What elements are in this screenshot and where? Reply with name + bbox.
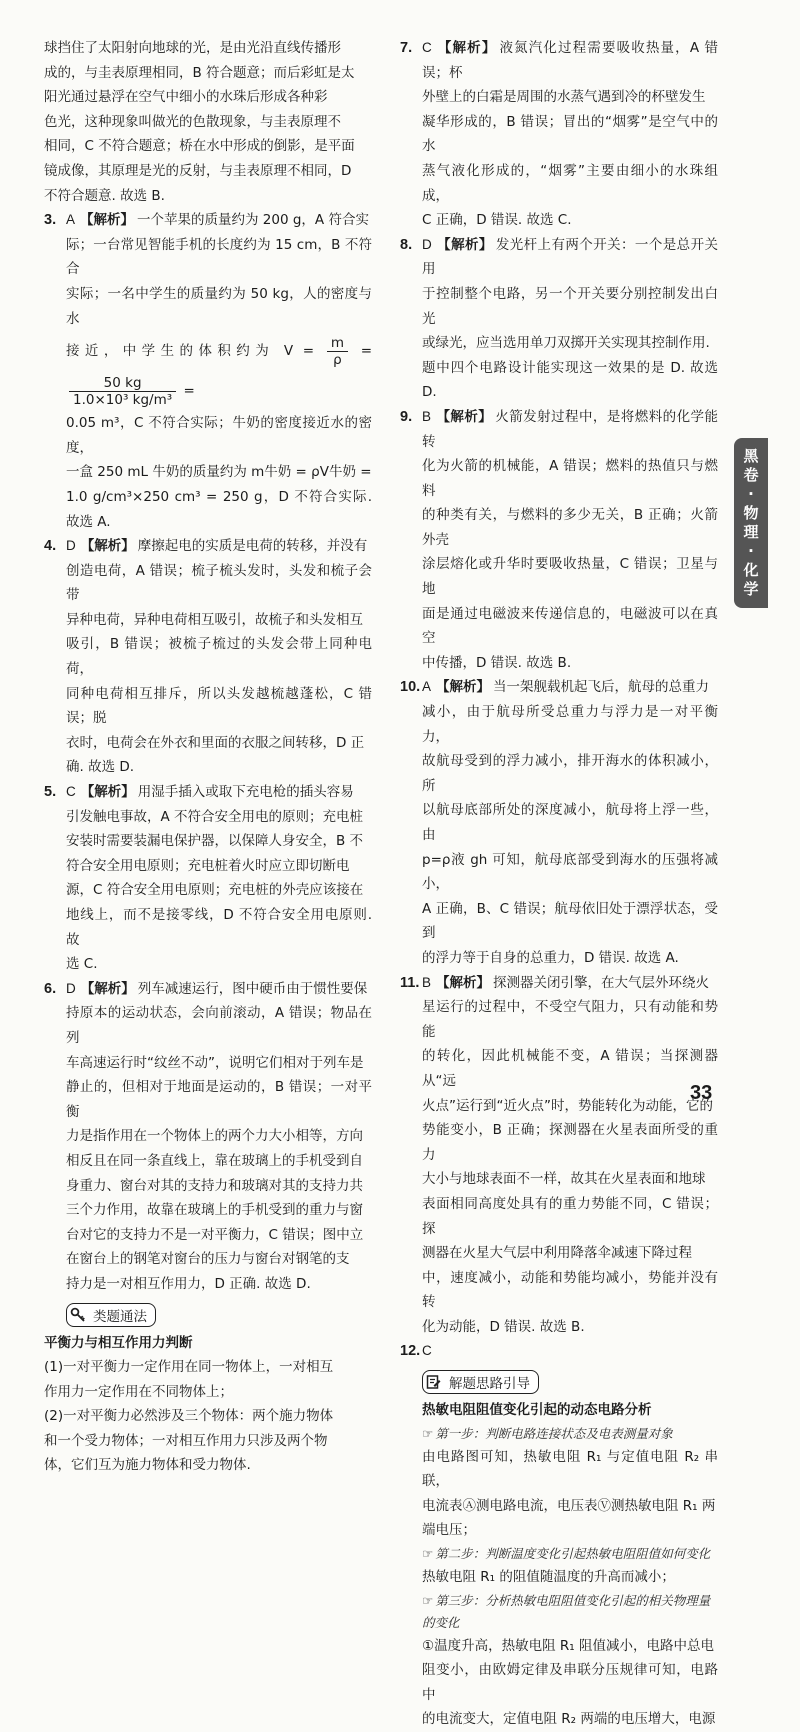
- text-line: 吸引，B 错误；被梳子梳过的头发会带上同种电荷，: [66, 636, 372, 678]
- text-line: 成的，与圭表原理相同，B 符合题意；而后彩虹是太: [44, 64, 355, 81]
- tip-heading: 平衡力与相互作用力判断: [44, 1334, 193, 1351]
- equals: =: [360, 343, 372, 360]
- answer-letter: A: [66, 212, 76, 228]
- guide-step-1: [400, 1423, 718, 1445]
- question-5: [44, 780, 372, 977]
- text-line: 相反且在同一条直线上，靠在玻璃上的手机受到自: [66, 1152, 363, 1169]
- page-number: 33: [690, 1082, 713, 1104]
- side-tab-char: ·: [748, 542, 754, 560]
- left-column: [44, 36, 372, 1478]
- question-6: [44, 977, 372, 1297]
- text-line: (2)一对平衡力必然涉及三个物体：两个施力物体: [44, 1408, 334, 1425]
- text-line: 符合安全用电原则；充电桩着火时应立即切断电: [66, 857, 350, 874]
- text-line: 引发触电事故，A 不符合安全用电的原则；充电桩: [66, 808, 364, 825]
- text-line: 火点”运行到“近火点”时，势能转化为动能，它的: [422, 1097, 713, 1114]
- text-line: 蒸气液化形成的，“烟雾”主要由细小的水珠组成，: [422, 162, 718, 204]
- question-number: 8.: [400, 236, 413, 253]
- question-10: [400, 675, 718, 970]
- text-line: 端电压；: [422, 1522, 476, 1539]
- side-tab-char: 卷: [743, 466, 759, 484]
- text-line: 的电流变大，定值电阻 R₂ 两端的电压增大，电源: [422, 1711, 716, 1728]
- text-line: 势能变小，B 正确；探测器在火星表面所受的重力: [422, 1122, 718, 1163]
- text-line: 确. 故选 D.: [66, 759, 135, 776]
- text-line: 热敏电阻 R₁ 的阻值随温度的升高而减小；: [422, 1569, 675, 1586]
- text-line: 测器在火星大气层中利用降落伞减速下降过程: [422, 1245, 692, 1262]
- text-line: 星运行的过程中，不受空气阻力，只有动能和势能: [422, 999, 718, 1040]
- step-label: 第三步：分析热敏电阻阻值变化引起的相关物理量的变化: [422, 1592, 711, 1630]
- fraction-values: [69, 375, 176, 408]
- analysis-tag: 【解析】: [436, 408, 493, 425]
- text-line: 车高速运行时“纹丝不动”，说明它们相对于列车是: [66, 1054, 364, 1071]
- answer-letter: D: [66, 980, 76, 996]
- question-3: [44, 208, 372, 534]
- pointing-hand-icon: ☞: [422, 1546, 434, 1562]
- text-line: 异种电荷，异种电荷相互吸引，故梳子和头发相互: [66, 611, 363, 628]
- text-line: 化为火箭的机械能，A 错误；燃料的热值只与燃料: [422, 458, 718, 499]
- answer-letter: D: [422, 236, 432, 252]
- denominator: 1.0×10³ kg/m³: [73, 391, 173, 408]
- pencil-note-icon: [423, 1371, 445, 1393]
- text-line: 持原本的运动状态，会向前滚动，A 错误；物品在列: [66, 1005, 372, 1046]
- step-label: 第二步：判断温度变化引起热敏电阻阻值如何变化: [435, 1546, 711, 1562]
- text-line: 大小与地球表面不一样，故其在火星表面和地球: [422, 1171, 706, 1188]
- fraction-m-over-rho: [327, 335, 348, 368]
- answer-letter: C: [66, 784, 76, 800]
- tip-title-box: [66, 1303, 156, 1327]
- analysis-tag: 【解析】: [436, 40, 497, 56]
- tip-body: [44, 1355, 372, 1478]
- text-line: 静止的，但相对于地面是运动的，B 错误；一对平衡: [66, 1079, 372, 1120]
- key-icon: [67, 1304, 89, 1326]
- equation-prefix: 接近，中学生的体积约为 V =: [66, 343, 315, 360]
- question-number: 4.: [44, 538, 57, 555]
- text-line: 不符合题意. 故选 B.: [44, 187, 165, 204]
- answer-letter: D: [66, 538, 76, 554]
- question-number: 6.: [44, 980, 57, 997]
- question-number: 12.: [400, 1343, 421, 1360]
- question-8: [400, 233, 718, 405]
- text-line: 的浮力等于自身的总重力，D 错误. 故选 A.: [422, 949, 679, 966]
- answer-letter: C: [422, 1343, 432, 1359]
- text-line: 同种电荷相互排斥，所以头发越梳越蓬松，C 错误；脱: [66, 685, 372, 727]
- text-line: 化为动能，D 错误. 故选 B.: [422, 1318, 585, 1335]
- text-line: ①温度升高，热敏电阻 R₁ 阻值减小，电路中总电: [422, 1637, 714, 1654]
- text-line: 外壁上的白霜是周围的水蒸气遇到冷的杯壁发生: [422, 89, 706, 106]
- denominator: ρ: [333, 351, 342, 368]
- guide-step-1-body: [400, 1445, 718, 1543]
- text-line: 地线上，而不是接零线，D 不符合安全用电原则. 故: [66, 907, 372, 948]
- text-line: 的种类有关，与燃料的多少无关，B 正确；火箭外壳: [422, 507, 718, 548]
- text-line: 力是指作用在一个物体上的两个力大小相等，方向: [66, 1128, 363, 1145]
- answer-letter: B: [422, 408, 432, 424]
- text-line: 际；一台常见智能手机的长度约为 15 cm，B 不符合: [66, 236, 372, 278]
- question-7: [400, 36, 718, 233]
- question-number: 9.: [400, 408, 413, 425]
- text-line: 球挡住了太阳射向地球的光，是由光沿直线传播形: [44, 40, 341, 56]
- text-line: 创造电荷，A 错误；梳子梳头发时，头发和梳子会带: [66, 562, 372, 604]
- text-line: 减小，由于航母所受总重力与浮力是一对平衡力，: [422, 704, 718, 745]
- text-line: 由电路图可知，热敏电阻 R₁ 与定值电阻 R₂ 串联，: [422, 1448, 718, 1490]
- right-column: [400, 36, 718, 1732]
- text-line: 液氮汽化过程需要吸收热量，A 错误；杯: [422, 40, 718, 81]
- step-label: 第一步：判断电路连接状态及电表测量对象: [435, 1425, 673, 1441]
- analysis-tag: 【解析】: [436, 679, 491, 696]
- question-9: [400, 405, 718, 676]
- side-section-tab: [734, 438, 768, 608]
- analysis-tag: 【解析】: [436, 974, 491, 991]
- analysis-tag: 【解析】: [80, 538, 135, 555]
- guide-step-3: [400, 1590, 718, 1634]
- text-line: 涂层熔化或升华时要吸收热量，C 错误；卫星与地: [422, 556, 718, 598]
- guide-step-2-body: [400, 1565, 718, 1590]
- side-tab-char: 黑: [743, 447, 759, 465]
- text-line: 摩擦起电的实质是电荷的转移，并没有: [137, 538, 368, 555]
- side-tab-char: 物: [743, 504, 759, 522]
- text-line: 凝华形成的，B 错误；冒出的“烟雾”是空气中的水: [422, 113, 718, 155]
- question-number: 10.: [400, 679, 421, 696]
- question-number: 3.: [44, 212, 57, 229]
- pointing-hand-icon: ☞: [422, 1425, 434, 1441]
- text-line: 和一个受力物体；一对相互作用力只涉及两个物: [44, 1432, 328, 1449]
- text-line: 的转化，因此机械能不变，A 错误；当探测器从“远: [422, 1048, 718, 1089]
- text-line: p=ρ液 gh 可知，航母底部受到海水的压强将减小，: [422, 851, 718, 893]
- text-line: 当一架舰载机起飞后，航母的总重力: [493, 679, 710, 696]
- side-tab-char: 学: [743, 580, 759, 598]
- text-line: 三个力作用，故靠在玻璃上的手机受到的重力与窗: [66, 1202, 363, 1219]
- text-line: 表面相同高度处具有的重力势能不同，C 错误；探: [422, 1195, 718, 1237]
- side-tab-char: 化: [743, 561, 759, 579]
- text-line: 阳光通过悬浮在空气中细小的水珠后形成各种彩: [44, 89, 328, 106]
- text-line: 于控制整个电路，另一个开关要分别控制发出白光: [422, 285, 718, 327]
- text-line: 火箭发射过程中，是将燃料的化学能转: [422, 408, 719, 450]
- text-line: 用湿手插入或取下充电枪的插头容易: [137, 784, 354, 801]
- answer-letter: C: [422, 40, 432, 55]
- text-line: (1)一对平衡力一定作用在同一物体上，一对相互: [44, 1359, 334, 1376]
- equals: =: [183, 383, 195, 400]
- text-line: C 正确，D 错误. 故选 C.: [422, 212, 572, 229]
- text-line: 实际；一名中学生的质量约为 50 kg，人的密度与水: [66, 285, 372, 327]
- text-line: 持力是一对相互作用力，D 正确. 故选 D.: [66, 1275, 311, 1292]
- guide-title: 解题思路引导: [449, 1376, 530, 1393]
- text-line: 在窗台上的钢笔对窗台的压力与窗台对钢笔的支: [66, 1251, 350, 1268]
- text-line: 台对它的支持力不是一对平衡力，C 错误；图中立: [66, 1226, 364, 1243]
- q2-continuation: [44, 36, 372, 208]
- text-line: 色光，这种现象叫做光的色散现象，与圭表原理不: [44, 113, 341, 130]
- text-line: 相同，C 不符合题意；桥在水中形成的倒影，是平面: [44, 138, 355, 155]
- text-line: 面是通过电磁波来传递信息的，电磁波可以在真空: [422, 605, 718, 647]
- tip-title: 类题通法: [93, 1308, 147, 1325]
- text-line: 身重力、窗台对其的支持力和玻璃对其的支持力共: [66, 1177, 363, 1194]
- text-line: 发光杆上有两个开关：一个是总开关用: [422, 236, 718, 278]
- answer-letter: A: [422, 679, 432, 695]
- text-line: 或绿光，应当选用单刀双掷开关实现其控制作用.: [422, 335, 710, 352]
- side-tab-char: 理: [743, 523, 759, 541]
- text-line: A 正确，B、C 错误；航母依旧处于漂浮状态，受到: [422, 900, 718, 942]
- text-line: 镜成像，其原理是光的反射，与圭表原理不相同，D: [44, 162, 352, 179]
- text-line: 列车减速运行，图中硬币由于惯性要保: [137, 980, 368, 997]
- question-11: [400, 971, 718, 1340]
- analysis-tag: 【解析】: [80, 212, 135, 229]
- volume-equation: [66, 331, 372, 411]
- question-number: 11.: [400, 974, 420, 991]
- text-line: 阻变小，由欧姆定律及串联分压规律可知，电路中: [422, 1662, 718, 1703]
- text-line: 1.0 g/cm³×250 cm³ = 250 g，D 不符合实际. 故选 A.: [66, 488, 372, 530]
- pointing-hand-icon: ☞: [422, 1592, 434, 1608]
- text-line: 作用力一定作用在不同物体上；: [44, 1383, 233, 1400]
- analysis-tag: 【解析】: [80, 980, 135, 997]
- question-number: 5.: [44, 784, 57, 801]
- text-line: 0.05 m³，C 不符合实际；牛奶的密度接近水的密度，: [66, 415, 372, 456]
- text-line: 一盒 250 mL 牛奶的质量约为 m牛奶 = ρV牛奶 =: [66, 464, 372, 481]
- text-line: 中，速度减小，动能和势能均减小，势能并没有转: [422, 1269, 718, 1311]
- guide-heading: 热敏电阻阻值变化引起的动态电路分析: [422, 1402, 652, 1419]
- numerator: 50 kg: [69, 375, 176, 392]
- guide-title-box: [422, 1370, 539, 1394]
- text-line: 衣时，电荷会在外衣和里面的衣服之间转移，D 正: [66, 734, 365, 751]
- text-line: 选 C.: [66, 956, 98, 973]
- guide-step-3-body: [400, 1634, 718, 1732]
- text-line: 电流表Ⓐ测电路电流，电压表Ⓥ测热敏电阻 R₁ 两: [422, 1497, 716, 1514]
- text-line: 一个苹果的质量约为 200 g，A 符合实: [137, 212, 369, 229]
- text-line: 安装时需要装漏电保护器，以保障人身安全，B 不: [66, 833, 364, 850]
- question-number: 7.: [400, 40, 413, 56]
- text-line: 中传播，D 错误. 故选 B.: [422, 654, 572, 671]
- answer-letter: B: [422, 974, 432, 990]
- guide-step-2: [400, 1543, 718, 1565]
- text-line: 题中四个电路设计能实现这一效果的是 D. 故选 D.: [422, 359, 718, 401]
- text-line: 故航母受到的浮力减小，排开海水的体积减小，所: [422, 753, 718, 794]
- text-line: 以航母底部所处的深度减小，航母将上浮一些，由: [422, 802, 718, 843]
- side-tab-char: ·: [748, 485, 754, 503]
- text-line: 探测器关闭引擎，在大气层外环绕火: [493, 974, 710, 991]
- analysis-tag: 【解析】: [436, 236, 493, 253]
- text-line: 源，C 符合安全用电原则；充电桩的外壳应该接在: [66, 882, 364, 899]
- text-line: 体，它们互为施力物体和受力物体.: [44, 1457, 251, 1474]
- analysis-tag: 【解析】: [80, 784, 135, 801]
- question-4: [44, 534, 372, 780]
- numerator: m: [327, 335, 348, 352]
- question-12: [400, 1339, 718, 1364]
